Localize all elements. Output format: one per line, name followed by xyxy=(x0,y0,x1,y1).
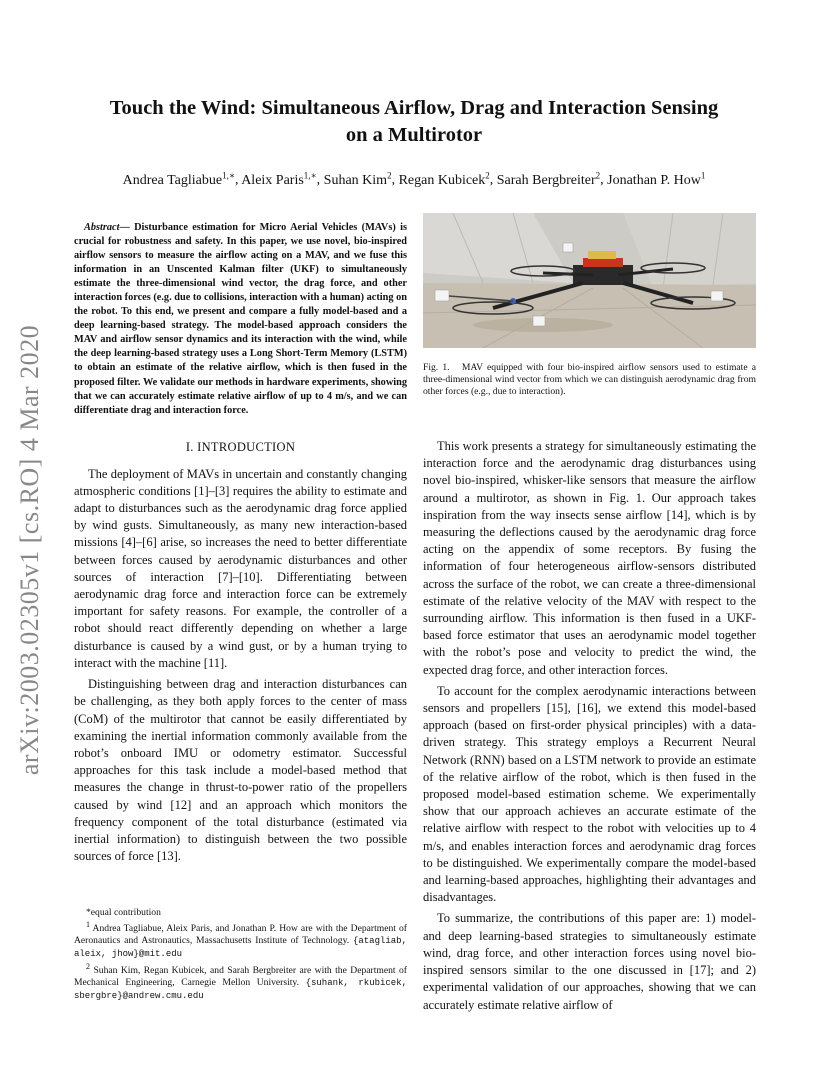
author: Jonathan P. How$^1$ xyxy=(607,170,706,188)
caption-label: Fig. 1. xyxy=(423,362,450,373)
section-heading: I. INTRODUCTION xyxy=(185,439,296,454)
body-paragraph: The deployment of MAVs in uncertain and constantly changing atmospheric conditions [1]–[3] requires the ability to estimate and adapt to disturbances such as the aerodynamic drag force applied by wind gusts. Simultaneously, as many new interaction-based missions [4]–[6] arise, so increases the need to better differentiate between forces caused by aerodynamic disturbances and other sources of interaction [7]–[10]. Differentiating between aerodynamic drag force and interaction force can be extremely important for safety reasons. For example, the controller of a robot should react differently depending on whether a large disturbance is caused by a wind gust, or by a human trying to interact with the machine [11]. xyxy=(74,466,407,670)
email: {suhank, rkubicek, sbergbre}@andrew.cmu.edu xyxy=(74,977,407,1001)
author: Sarah Bergbreiter$^2$ xyxy=(496,170,601,188)
footnote-2: $^2$ Suhan Kim, Regan Kubicek, and Sarah Bergbreiter are with the Department of Mechanical Engineering, Carnegie Mellon University. {suhank, rkubicek, sbergbre}@andrew.cmu.edu xyxy=(74,961,407,1001)
left-column xyxy=(74,221,407,865)
figure-1-photo xyxy=(423,213,756,348)
body-paragraph: Distinguishing between drag and interaction disturbances can be challenging, as they both apply forces to the center of mass (CoM) of the multirotor that cannot be easily differentiated by examining the inertial information commonly available from the robot’s onboard IMU or odometry estimator. Successful approaches for this task include a model-based method that measures the change in thrust-to-power ratio of the propellers caused by wind [12] and an approach which monitors the frequency component of the total disturbance (estimated via inertial information) to distinguish between the two possible sources of force [13]. xyxy=(74,677,407,864)
footnote-1: $^1$ Andrea Tagliabue, Aleix Paris, and Jonathan P. How are with the Department of Aeronautics and Astronautics, Massachusetts Institute of Technology. {atagliab, aleix, jhow}@mit.edu xyxy=(74,919,407,959)
arxiv-stamp: arXiv:2003.02305v1 [cs.RO] 4 Mar 2020 xyxy=(15,324,44,776)
email: {atagliab, aleix, jhow}@mit.edu xyxy=(74,936,407,959)
paper-title xyxy=(70,95,758,149)
figure-caption xyxy=(423,362,756,399)
abstract xyxy=(74,221,407,418)
body-paragraph: This work presents a strategy for simultaneously estimating the interaction force and the aerodynamic drag disturbances using novel bio-inspired, whisker-like sensors that measure the airflow around a multirotor, as shown in Fig. 1. Our approach takes inspiration from the way insects sense airflow [14], which is by measuring the deflections caused by the aerodynamic drag force acting on the appendix of some receptors. By fusing the information of four heterogeneous airflow-sensors distributed across the surface of the robot, we can create a three-dimensional estimate of the relative velocity of the MAV with respect to the surrounding airflow. This information is then fused in a UKF-based force estimator that uses an aerodynamic model together with the robot’s pose and velocity to predict the wind, the expected drag force, and other interaction forces. xyxy=(423,439,756,677)
body-paragraph: To account for the complex aerodynamic interactions between sensors and propellers [15], [16], we extend this model-based approach (based on first-order physical principles) with a data-driven strategy. This strategy employs a Recurrent Neural Network (RNN) based on a LSTM network to provide an estimate of the relative airflow of the robot, which is then fused in the proposed model-based estimation scheme. We experimentally show that our approach achieves an accurate estimate of the relative airflow with respect to the robot with velocities up to 4 m/s, and enables interaction forces and aerodynamic drag forces to be distinguished. We experimentally compare the model-based and learning-based approaches, highlighting their advantages and disadvantages. xyxy=(423,683,756,905)
author: Andrea Tagliabue$^{1,∗}$ xyxy=(122,170,235,188)
footnote-equal: *equal contribution xyxy=(86,907,161,918)
title-line-1: Touch the Wind: Simultaneous Airflow, Drag and Interaction Sensing xyxy=(109,97,719,119)
body-paragraph: To summarize, the contributions of this paper are: 1) model- and deep learning-based strategies to simultaneously estimate wind, drag force, and other interaction forces using novel bio-inspired sensors similar to the one discussed in [17]; and 2) experimental validation of our approaches, showing that we can accurately estimate relative airflow of xyxy=(423,911,756,1012)
author: Regan Kubicek$^2$ xyxy=(398,170,490,188)
author: Suhan Kim$^2$ xyxy=(323,170,392,188)
author-list: Andrea Tagliabue$^{1,∗}$, Aleix Paris$^{1,∗}$, Suhan Kim$^2$, Regan Kubicek$^2$, Sarah Bergbreiter$^2$, Jonathan P. How$^1$ xyxy=(122,170,706,188)
caption-text: MAV equipped with four bio-inspired airflow sensors used to estimate a three-dimensional wind vector from which we can distinguish aerodynamic drag from other forces (e.g., due to interaction). xyxy=(423,362,756,398)
right-column xyxy=(423,438,756,1014)
mav-photo-illustration xyxy=(423,213,756,348)
abstract-label: Abstract xyxy=(84,222,120,233)
author: Aleix Paris$^{1,∗}$ xyxy=(241,170,317,188)
title-line-2: on a Multirotor xyxy=(345,124,483,146)
footnotes xyxy=(74,907,407,1003)
abstract-text: — Disturbance estimation for Micro Aerial Vehicles (MAVs) is crucial for robustness and safety. In this paper, we use novel, bio-inspired airflow sensors to measure the airflow acting on a MAV, and we fuse this information in an Unscented Kalman filter (UKF) to simultaneously estimate the three-dimensional wind vector, the drag force, and other interaction forces (e.g. due to collisions, interaction with a human) acting on the robot. To this end, we present and compare a fully model-based and a deep learning-based strategy. The model-based approach considers the MAV and airflow sensor dynamics and its interaction with the wind, while the deep learning-based strategy uses a Long Short-Term Memory (LSTM) to obtain an estimate of the relative airflow, which is then fused in the proposed filter. We validate our methods in hardware experiments, showing that we can accurately estimate relative airflow of up to 4 m/s, and we can differentiate drag and interaction force. xyxy=(74,222,407,416)
